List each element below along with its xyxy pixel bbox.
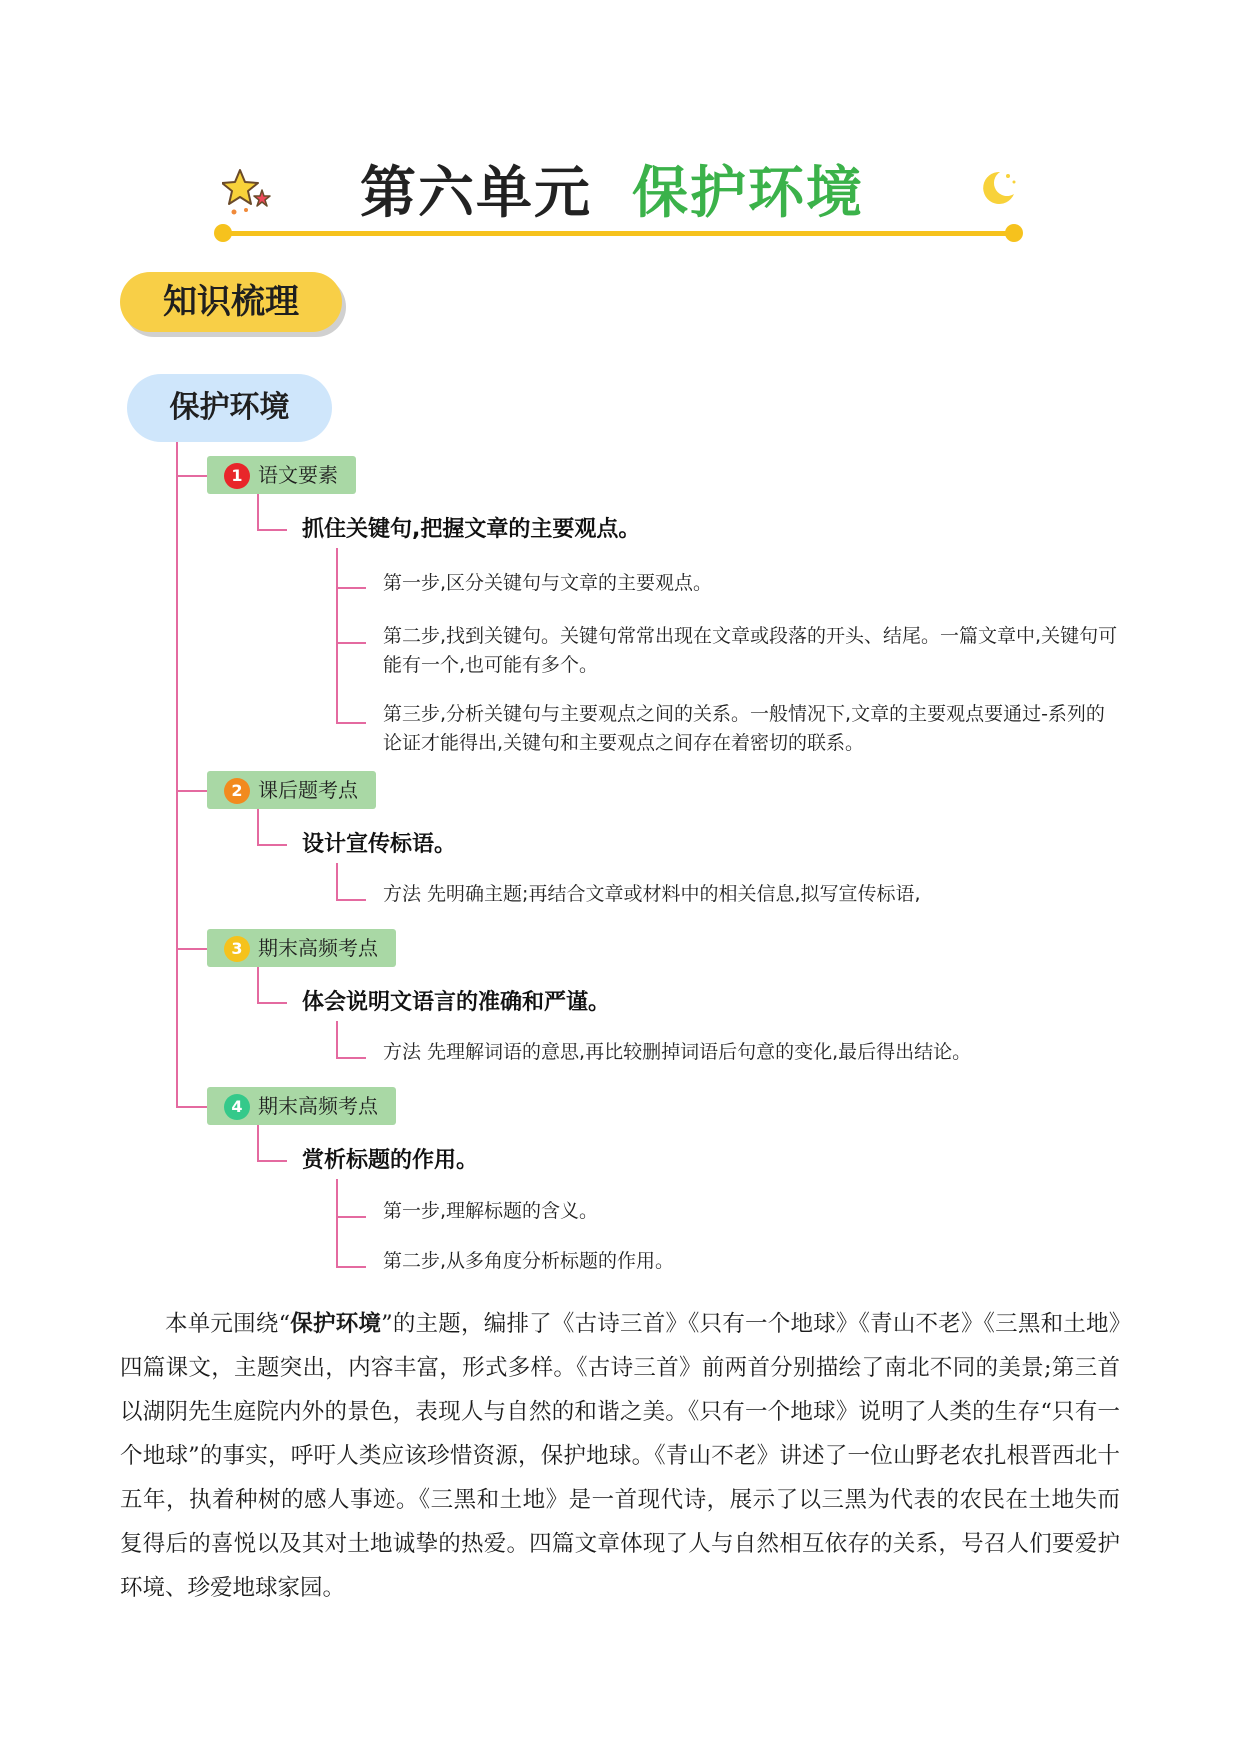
key-point-title: 抓住关键句,把握文章的主要观点。 (302, 517, 641, 542)
category-label: 期末高频考点 (258, 936, 378, 960)
step-connector (336, 863, 338, 901)
step-text: 第二步,从多角度分析标题的作用。 (383, 1250, 675, 1272)
step-connector (336, 642, 366, 644)
point-connector (257, 809, 259, 845)
title-underline-right-dot (1005, 224, 1023, 242)
branch-connector (176, 790, 207, 792)
section-label-pill: 知识梳理 (120, 272, 342, 332)
point-connector (257, 529, 287, 531)
mindmap-trunk (176, 442, 178, 1107)
point-connector (257, 494, 259, 530)
mindmap-root-node: 保护环境 (127, 374, 332, 442)
step-connector (336, 722, 366, 724)
point-connector (257, 844, 287, 846)
title-underline (222, 231, 1017, 236)
step-text: 第三步,分析关键句与主要观点之间的关系。一般情况下,文章的主要观点要通过-系列的论证才能得出,关键句和主要观点之间存在着密切的联系。 (383, 703, 1105, 754)
key-point-title: 赏析标题的作用。 (302, 1148, 479, 1173)
category-number-badge: 3 (224, 936, 250, 962)
key-point-title: 体会说明文语言的准确和严谨。 (302, 990, 611, 1015)
step-text: 第一步,理解标题的含义。 (383, 1200, 599, 1222)
point-connector (257, 1160, 287, 1162)
step-connector (336, 1021, 338, 1059)
category-label: 课后题考点 (258, 778, 358, 802)
category-label: 期末高频考点 (258, 1094, 378, 1118)
unit-summary-paragraph (120, 1302, 1120, 1610)
category-number-badge: 4 (224, 1094, 250, 1120)
method-text: 方法 先理解词语的意思,再比较删掉词语后句意的变化,最后得出结论。 (383, 1041, 972, 1063)
category-tag-4 (207, 1087, 396, 1125)
star-decoration-icon (222, 168, 274, 220)
category-tag-1 (207, 456, 356, 494)
summary-text-rest: ”的主题，编排了《古诗三首》《只有一个地球》《青山不老》《三黑和土地》四篇课文，主题突出，内容丰富，形式多样。《古诗三首》前两首分别描绘了南北不同的美景;第三首以湖阴先生庭院内外的景色，表现人与自然的和谐之美。《只有一个地球》说明了人类的生存“只有一个地球”的事实，呼吁人类应该珍惜资源，保护地球。《青山不老》讲述了一位山野老农扎根晋西北十五年，执着种树的感人事迹。《三黑和土地》是一首现代诗，展示了以三黑为代表的农民在土地失而复得后的喜悦以及其对土地诚挚的热爱。四篇文章体现了人与自然相互依存的关系，号召人们要爱护环境、珍爱地球家园。 (120, 1311, 1120, 1601)
step-connector (336, 1266, 366, 1268)
category-tag-3 (207, 929, 396, 967)
category-number-badge: 1 (224, 463, 250, 489)
step-connector (336, 587, 366, 589)
category-tag-2 (207, 771, 376, 809)
key-point-title: 设计宣传标语。 (302, 832, 457, 857)
step-connector (336, 1057, 366, 1059)
step-connector (336, 1216, 366, 1218)
step-text: 第二步,找到关键句。关键句常常出现在文章或段落的开头、结尾。一篇文章中,关键句可能有一个,也可能有多个。 (383, 625, 1118, 676)
unit-theme: 保护环境 (632, 160, 864, 226)
step-text: 第一步,区分关键句与文章的主要观点。 (383, 572, 713, 594)
branch-connector (176, 475, 207, 477)
unit-number: 第六单元 (360, 160, 592, 226)
point-connector (257, 1002, 287, 1004)
moon-decoration-icon (978, 168, 1018, 208)
unit-title (360, 158, 864, 228)
step-connector (336, 548, 338, 724)
branch-connector (176, 948, 207, 950)
step-connector (336, 1179, 338, 1268)
summary-theme-bold: 保护环境 (290, 1311, 382, 1337)
summary-text-start: 本单元围绕“ (165, 1311, 291, 1337)
method-text: 方法 先明确主题;再结合文章或材料中的相关信息,拟写宣传标语, (383, 883, 921, 905)
point-connector (257, 1125, 259, 1161)
category-number-badge: 2 (224, 778, 250, 804)
branch-connector (176, 1106, 207, 1108)
step-connector (336, 899, 366, 901)
point-connector (257, 967, 259, 1003)
category-label: 语文要素 (258, 463, 338, 487)
title-underline-left-dot (214, 224, 232, 242)
